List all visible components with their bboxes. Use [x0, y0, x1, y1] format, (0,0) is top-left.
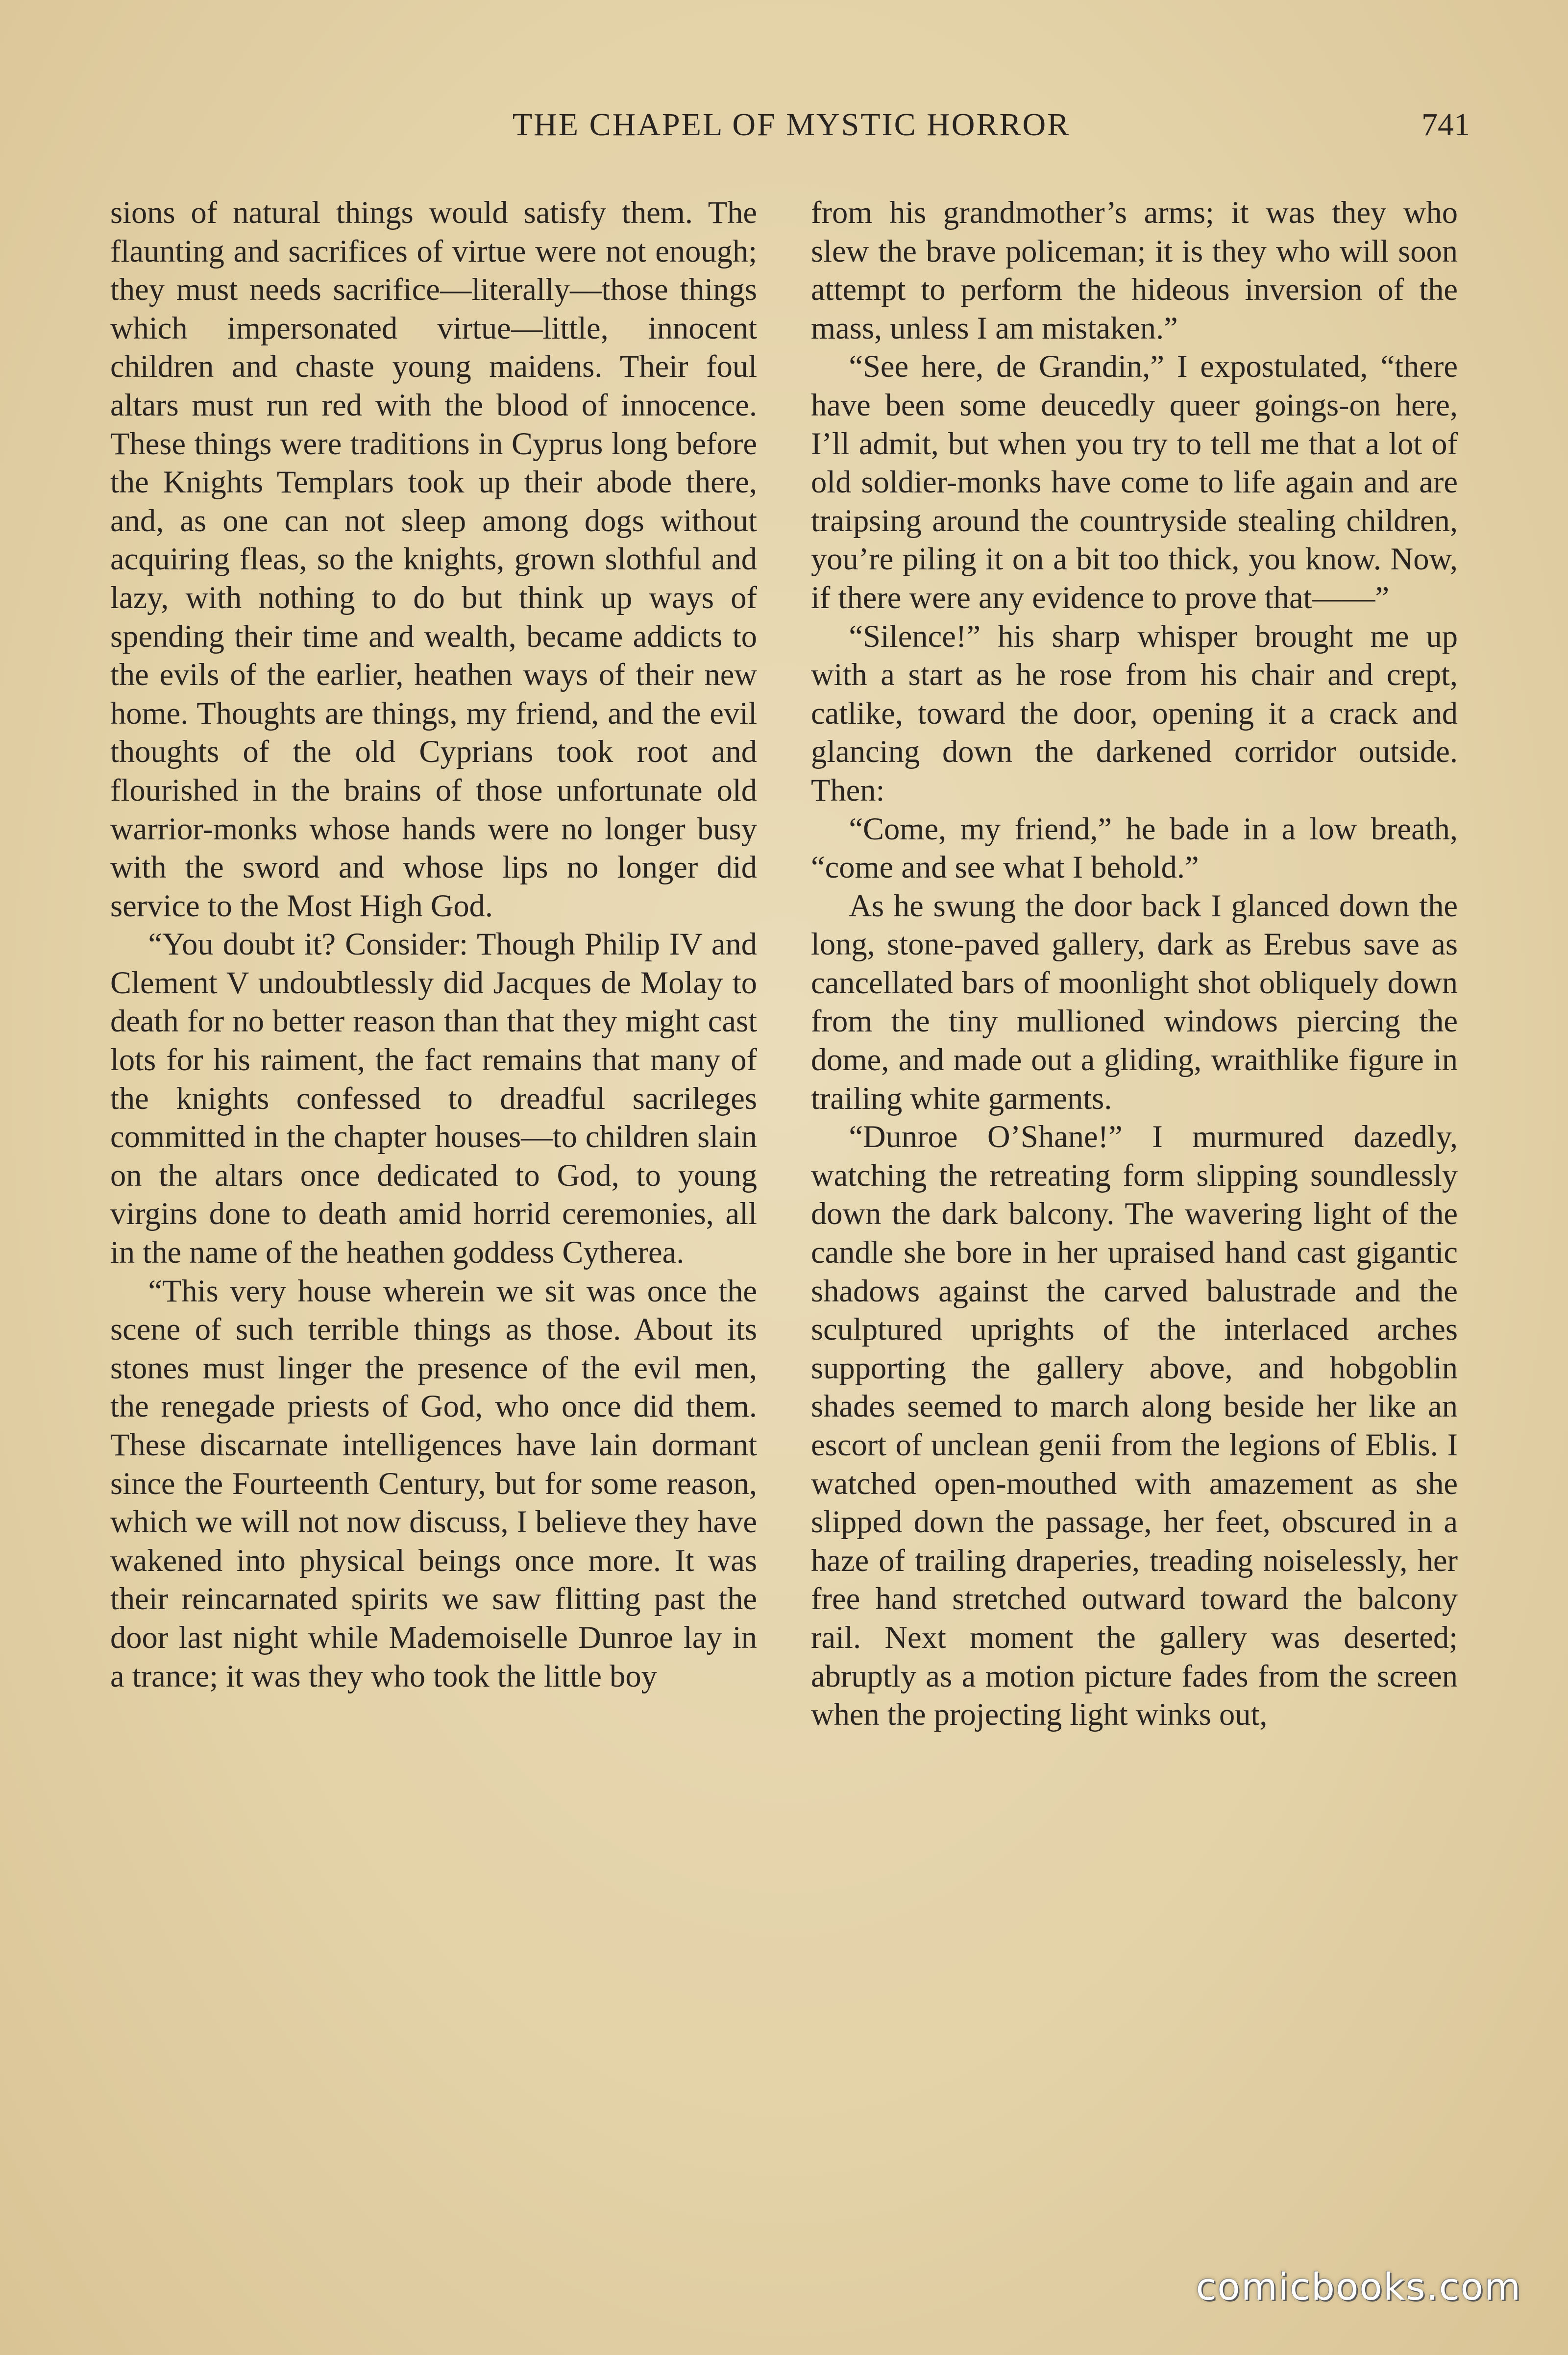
page-number: 741: [1421, 107, 1470, 143]
left-column: [110, 194, 757, 1695]
running-title: THE CHAPEL OF MYSTIC HORROR: [512, 107, 1071, 143]
paragraph: As he swung the door back I glanced down the long, stone-paved gallery, dark as Erebus save as cancellated bars of moonlight shot obliquely down from the tiny mullioned windows piercing the dome, and made out a gliding, wraithlike figure in trailing white garments.: [811, 888, 1458, 1116]
watermark-text: comicbooks.com: [1196, 2265, 1521, 2308]
paragraph: “See here, de Grandin,” I expostulated, “there have been some deucedly queer goings-on here, I’ll admit, but when you try to tell me that a lot of old soldier-monks have come to life again and are traipsing around the countryside stealing children, you’re piling it on a bit too thick, you know. Now, if there were any evidence to prove that——”: [811, 349, 1458, 615]
paragraph: “Dunroe O’Shane!” I murmured dazedly, watching the retreating form slipping soundlessly down the dark balcony. The wavering light of the candle she bore in her upraised hand cast gigantic shadows against the carved balustrade and the sculptured uprights of the interlaced arches supporting the gallery above, and hobgoblin shades seemed to march along beside her like an escort of unclean genii from the legions of Eblis. I watched open-mouthed with amazement as she slipped down the passage, her feet, obscured in a haze of trailing draperies, treading noiselessly, her free hand stretched outward toward the balcony rail. Next moment the gallery was deserted; abruptly as a motion picture fades from the screen when the projecting light winks out,: [811, 1119, 1458, 1732]
paragraph: “You doubt it? Consider: Though Philip IV and Clement V undoubtlessly did Jacques de Molay to death for no better reason than that they might cast lots for his raiment, the fact remains that many of the knights confessed to dreadful sacrileges committed in the chapter houses—to children slain on the altars once dedicated to God, to young virgins done to death amid horrid ceremonies, all in the name of the heathen goddess Cytherea.: [110, 927, 757, 1270]
paragraph: “Come, my friend,” he bade in a low breath, “come and see what I behold.”: [811, 811, 1458, 885]
paragraph: from his grandmother’s arms; it was they who slew the brave policeman; it is they who will soon attempt to perform the hideous inversion of the mass, unless I am mistaken.”: [811, 195, 1458, 345]
page-header: [113, 103, 1470, 147]
paragraph: sions of natural things would satisfy them. The flaunting and sacrifices of virtue were not enough; they must needs sacrifice—literally—those things which impersonated virtue—little, innocent children and chaste young maidens. Their foul altars must run red with the blood of innocence. These things were traditions in Cyprus long before the Knights Templars took up their abode there, and, as one can not sleep among dogs without acquiring fleas, so the knights, grown slothful and lazy, with nothing to do but think up ways of spending their time and wealth, became addicts to the evils of the earlier, heathen ways of their new home. Thoughts are things, my friend, and the evil thoughts of the old Cyprians took root and flourished in the brains of those unfortunate old warrior-monks whose hands were no longer busy with the sword and whose lips no longer did service to the Most High God.: [110, 195, 757, 923]
right-column: [811, 194, 1458, 1734]
paragraph: “This very house wherein we sit was once the scene of such terrible things as those. About its stones must linger the presence of the evil men, the renegade priests of God, who once did them. These discarnate intelligences have lain dormant since the Fourteenth Century, but for some reason, which we will not now discuss, I believe they have wakened into physical beings once more. It was their reincarnated spirits we saw flitting past the door last night while Mademoiselle Dunroe lay in a trance; it was they who took the little boy: [110, 1273, 757, 1693]
paragraph: “Silence!” his sharp whisper brought me up with a start as he rose from his chair and crept, catlike, toward the door, opening it a crack and glancing down the darkened corridor outside. Then:: [811, 618, 1458, 808]
